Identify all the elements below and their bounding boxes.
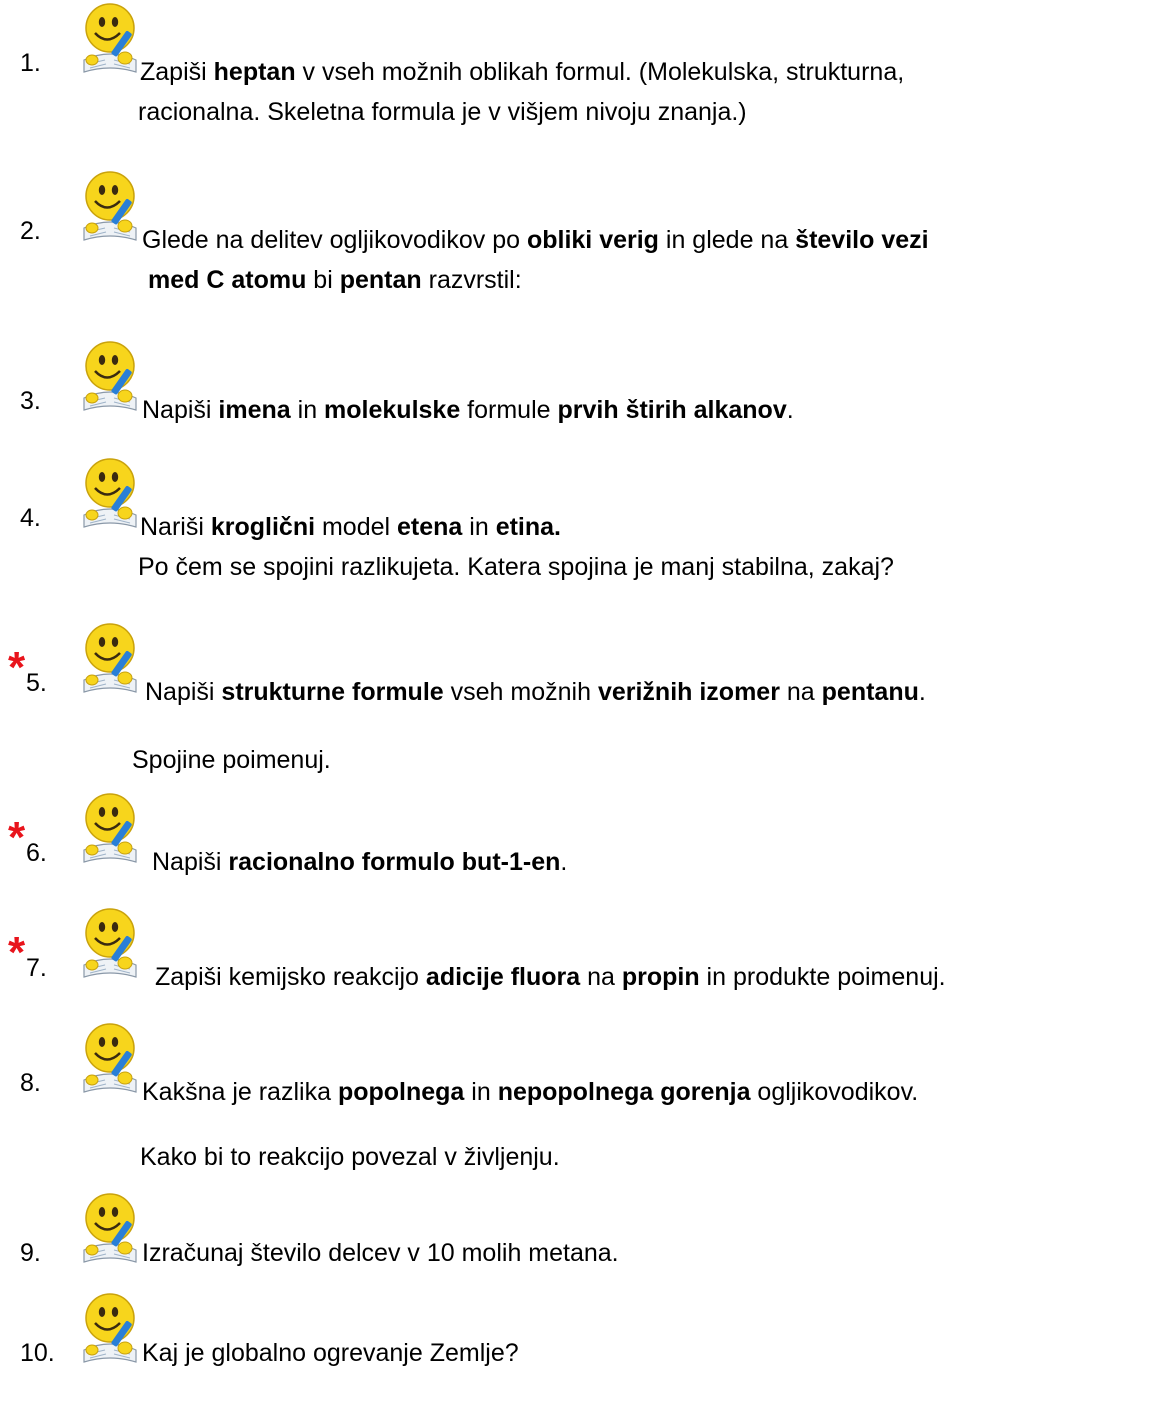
question-number: 1. [20,49,41,77]
bold-term: obliki verig [526,226,659,254]
question-text-line [132,745,331,775]
bold-term: pentan [339,266,422,294]
bold-term: adicije fluora [425,963,581,991]
question-text-line [138,552,894,582]
question-text-line [155,962,946,992]
question-number: 2. [20,217,41,245]
bold-term: verižnih izomer [597,678,780,706]
question-text: ogljikovodikov. [750,1078,919,1106]
smiley-writing-icon [80,1190,140,1268]
question-text: Napiši [152,848,229,876]
bold-term: med C atomu [148,266,307,294]
question-text-line [148,265,522,295]
question-item [0,168,1167,294]
smiley-writing-icon [80,168,140,246]
question-text-line [142,225,929,255]
bold-term: število vezi [795,226,929,254]
question-text: racionalna. Skeletna formula je v višjem nivoju znanja.) [138,98,747,126]
question-number: 4. [20,504,41,532]
bold-term: etina. [495,513,561,541]
question-text: in glede na [658,226,796,254]
question-text-line [140,1142,560,1172]
smiley-writing-icon [80,455,140,533]
bold-term: imena [218,396,291,424]
bold-term: nepopolnega gorenja [497,1078,751,1106]
bold-term: heptan [213,58,296,86]
question-text-line [142,1338,519,1368]
bold-term: etena [397,513,463,541]
smiley-writing-icon [80,338,140,416]
question-text: Kaj je globalno ogrevanje Zemlje? [142,1339,519,1367]
bold-term: popolnega [337,1078,465,1106]
question-text: razvrstil: [421,266,522,294]
question-text-line [145,677,926,707]
question-text: Izračunaj število delcev v 10 molih metana. [142,1239,619,1267]
question-text: . [560,848,568,876]
question-text: Napiši [142,396,219,424]
question-item [0,1020,1167,1171]
question-text: na [779,678,822,706]
smiley-writing-icon [80,1020,140,1098]
question-text: formule [460,396,558,424]
question-number: 3. [20,387,41,415]
question-number: 7. [26,954,47,982]
smiley-writing-icon [80,905,140,983]
question-text: in [464,1078,498,1106]
question-text-line [152,847,567,877]
smiley-writing-icon [80,620,140,698]
question-text: v vseh možnih oblikah formul. (Molekulska, strukturna, [295,58,905,86]
question-text: model [315,513,398,541]
question-text: Napiši [145,678,222,706]
question-text-line [138,97,747,127]
question-text: in [290,396,325,424]
question-text: Kakšna je razlika [142,1078,338,1106]
question-item [0,1290,1167,1410]
smiley-writing-icon [80,0,140,78]
question-text-line [142,395,794,425]
question-text: vseh možnih [443,678,598,706]
question-text: . [918,678,926,706]
question-text: Zapiši kemijsko reakcijo [155,963,426,991]
smiley-writing-icon [80,790,140,868]
question-item [0,455,1167,581]
question-item [0,790,1167,910]
question-text: Po čem se spojini razlikujeta. Katera spojina je manj stabilna, zakaj? [138,553,894,581]
bold-term: strukturne formule [221,678,444,706]
question-item [0,338,1167,458]
question-text: na [580,963,622,991]
bold-term: molekulske [324,396,461,424]
question-text: Nariši [140,513,211,541]
bold-term: propin [621,963,700,991]
question-item [0,905,1167,1025]
question-number: 10. [20,1339,55,1367]
question-number: 9. [20,1239,41,1267]
red-star-marker: * [8,643,26,692]
question-item [0,0,1167,126]
bold-term: pentanu [821,678,919,706]
red-star-marker: * [8,813,26,862]
question-text-line [142,1238,619,1268]
question-text: in produkte poimenuj. [699,963,946,991]
question-item [0,620,1167,774]
bold-term: kroglični [210,513,316,541]
question-text: Glede na delitev ogljikovodikov po [142,226,527,254]
question-text: bi [306,266,340,294]
question-text-line [140,512,561,542]
red-star-marker: * [8,928,26,977]
question-number: 8. [20,1069,41,1097]
question-text: in [462,513,496,541]
question-number: 5. [26,669,47,697]
question-number: 6. [26,839,47,867]
question-text: Kako bi to reakcijo povezal v življenju. [140,1143,560,1171]
smiley-writing-icon [80,1290,140,1368]
bold-term: racionalno formulo but-1-en [228,848,561,876]
bold-term: prvih štirih alkanov [557,396,787,424]
question-text: Spojine poimenuj. [132,746,331,774]
question-text: . [786,396,794,424]
question-text: Zapiši [140,58,214,86]
question-text-line [142,1077,918,1107]
question-text-line [140,57,904,87]
